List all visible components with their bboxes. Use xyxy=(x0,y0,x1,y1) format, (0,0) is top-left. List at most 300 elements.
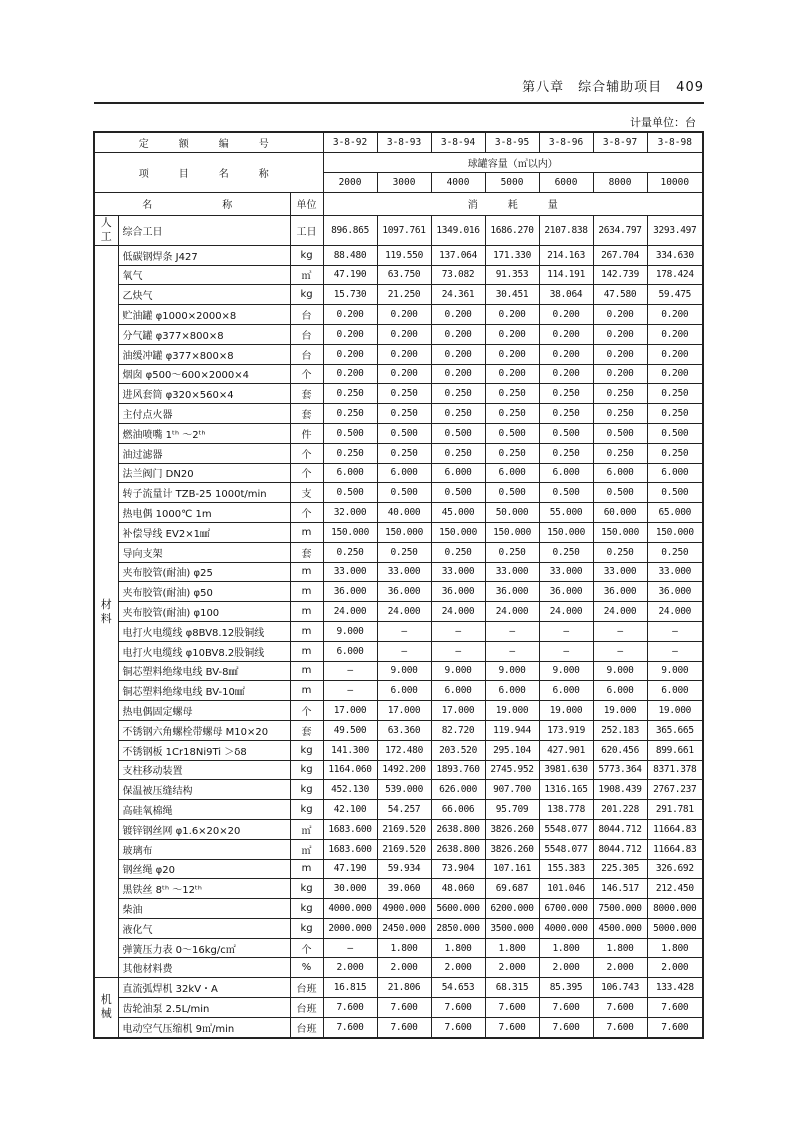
item-value: 150.000 xyxy=(431,522,485,542)
item-value: 55.000 xyxy=(539,503,593,523)
table-row xyxy=(94,899,703,919)
item-value: 68.315 xyxy=(485,978,539,998)
item-value: 0.200 xyxy=(377,324,431,344)
item-value: 626.000 xyxy=(431,780,485,800)
item-value: 7.600 xyxy=(593,998,647,1018)
item-unit: 个 xyxy=(290,463,323,483)
item-value: 539.000 xyxy=(377,780,431,800)
item-value: 1908.439 xyxy=(593,780,647,800)
item-name: 导向支架 xyxy=(118,542,290,562)
item-name: 不锈钢六角螺栓带螺母 M10×20 xyxy=(118,720,290,740)
table-row xyxy=(94,562,703,582)
table-row xyxy=(94,582,703,602)
item-name: 保温被压缝结构 xyxy=(118,780,290,800)
item-value: 0.250 xyxy=(593,443,647,463)
item-unit: 支 xyxy=(290,483,323,503)
item-value: 17.000 xyxy=(431,701,485,721)
capacity-value: 8000 xyxy=(593,172,647,192)
item-value: 1316.165 xyxy=(539,780,593,800)
item-unit: kg xyxy=(290,899,323,919)
item-value: 0.250 xyxy=(431,384,485,404)
item-value: 2767.237 xyxy=(647,780,703,800)
item-value: 95.709 xyxy=(485,800,539,820)
item-value: 19.000 xyxy=(539,701,593,721)
quota-code: 3-8-93 xyxy=(377,132,431,152)
item-value: 2634.797 xyxy=(593,215,647,245)
item-value: 0.250 xyxy=(593,542,647,562)
item-value: 82.720 xyxy=(431,720,485,740)
item-value: 24.000 xyxy=(377,602,431,622)
item-value: 36.000 xyxy=(323,582,377,602)
item-value: — xyxy=(593,621,647,641)
item-value: 54.257 xyxy=(377,800,431,820)
table-row xyxy=(94,641,703,661)
item-value: 0.500 xyxy=(539,483,593,503)
page-header xyxy=(94,68,704,104)
item-value: 0.250 xyxy=(431,542,485,562)
item-value: 40.000 xyxy=(377,503,431,523)
item-value: 7.600 xyxy=(323,998,377,1018)
quota-code-label: 定 额 编 号 xyxy=(94,132,323,152)
item-value: 0.200 xyxy=(647,344,703,364)
table-row xyxy=(94,720,703,740)
item-unit: ㎡ xyxy=(290,839,323,859)
item-value: 3826.260 xyxy=(485,839,539,859)
item-value: 36.000 xyxy=(593,582,647,602)
item-value: 1.800 xyxy=(431,938,485,958)
item-value: 7.600 xyxy=(431,998,485,1018)
item-value: 11664.83 xyxy=(647,819,703,839)
item-value: 24.361 xyxy=(431,285,485,305)
quota-code: 3-8-96 xyxy=(539,132,593,152)
item-value: 24.000 xyxy=(323,602,377,622)
table-row xyxy=(94,503,703,523)
item-value: 33.000 xyxy=(593,562,647,582)
item-value: 1349.016 xyxy=(431,215,485,245)
item-unit: kg xyxy=(290,740,323,760)
item-name: 电打火电缆线 φ10BV8.2股铜线 xyxy=(118,641,290,661)
item-value: 36.000 xyxy=(539,582,593,602)
item-name: 转子流量计 TZB-25 1000t/min xyxy=(118,483,290,503)
item-value: 137.064 xyxy=(431,245,485,265)
table-row xyxy=(94,819,703,839)
item-value: 19.000 xyxy=(593,701,647,721)
item-value: 2450.000 xyxy=(377,918,431,938)
column-header-row xyxy=(94,192,703,215)
item-value: — xyxy=(323,938,377,958)
item-value: — xyxy=(485,641,539,661)
item-value: 101.046 xyxy=(539,879,593,899)
item-value: 225.305 xyxy=(593,859,647,879)
item-value: 146.517 xyxy=(593,879,647,899)
table-row xyxy=(94,681,703,701)
item-value: — xyxy=(539,621,593,641)
item-value: 24.000 xyxy=(485,602,539,622)
item-value: 291.781 xyxy=(647,800,703,820)
item-value: 4000.000 xyxy=(323,899,377,919)
item-value: 896.865 xyxy=(323,215,377,245)
item-value: 0.500 xyxy=(593,483,647,503)
item-value: 6.000 xyxy=(431,463,485,483)
item-name: 低碳钢焊条 J427 xyxy=(118,245,290,265)
item-value: 0.200 xyxy=(377,305,431,325)
item-value: 54.653 xyxy=(431,978,485,998)
item-name: 弹簧压力表 0～16kg/c㎡ xyxy=(118,938,290,958)
table-row xyxy=(94,404,703,424)
item-value: 7.600 xyxy=(647,1017,703,1037)
item-value: 2.000 xyxy=(323,958,377,978)
item-unit: 个 xyxy=(290,938,323,958)
item-value: 60.000 xyxy=(593,503,647,523)
table-row xyxy=(94,423,703,443)
table-row xyxy=(94,483,703,503)
item-value: 24.000 xyxy=(539,602,593,622)
quota-table xyxy=(93,131,704,1039)
item-value: 0.500 xyxy=(431,423,485,443)
item-value: 3500.000 xyxy=(485,918,539,938)
item-value: 907.700 xyxy=(485,780,539,800)
item-value: 5600.000 xyxy=(431,899,485,919)
item-value: 4900.000 xyxy=(377,899,431,919)
item-value: 0.200 xyxy=(323,344,377,364)
chapter-title: 第八章 综合辅助项目 409 xyxy=(522,80,704,95)
item-value: 0.200 xyxy=(323,364,377,384)
item-value: 48.060 xyxy=(431,879,485,899)
item-value: 63.750 xyxy=(377,265,431,285)
item-value: 6.000 xyxy=(377,463,431,483)
item-value: 7.600 xyxy=(647,998,703,1018)
item-name: 黑铁丝 8ᵗʰ ～12ᵗʰ xyxy=(118,879,290,899)
item-value: 2169.520 xyxy=(377,839,431,859)
item-value: 0.200 xyxy=(431,305,485,325)
item-value: 66.006 xyxy=(431,800,485,820)
item-value: 0.200 xyxy=(593,305,647,325)
item-value: 0.200 xyxy=(485,364,539,384)
capacity-value: 5000 xyxy=(485,172,539,192)
item-unit: 台 xyxy=(290,344,323,364)
item-value: 30.000 xyxy=(323,879,377,899)
item-value: 106.743 xyxy=(593,978,647,998)
item-value: 6.000 xyxy=(593,463,647,483)
item-value: 2850.000 xyxy=(431,918,485,938)
capacity-value: 3000 xyxy=(377,172,431,192)
item-value: 33.000 xyxy=(323,562,377,582)
table-row xyxy=(94,215,703,245)
item-value: — xyxy=(539,641,593,661)
item-value: 1686.270 xyxy=(485,215,539,245)
item-value: 0.250 xyxy=(539,443,593,463)
item-value: 1.800 xyxy=(377,938,431,958)
item-unit: kg xyxy=(290,285,323,305)
item-value: 7.600 xyxy=(431,1017,485,1037)
item-unit: % xyxy=(290,958,323,978)
item-value: 0.250 xyxy=(377,443,431,463)
item-name: 其他材料费 xyxy=(118,958,290,978)
item-value: 0.200 xyxy=(485,324,539,344)
item-name-label: 项 目 名 称 xyxy=(94,152,323,192)
item-value: 69.687 xyxy=(485,879,539,899)
capacity-label: 球罐容量（㎥以内） xyxy=(323,152,703,172)
item-value: 33.000 xyxy=(377,562,431,582)
item-value: 36.000 xyxy=(647,582,703,602)
item-value: 899.661 xyxy=(647,740,703,760)
item-value: 6.000 xyxy=(485,463,539,483)
item-value: 0.500 xyxy=(485,483,539,503)
item-value: 45.000 xyxy=(431,503,485,523)
item-value: 150.000 xyxy=(377,522,431,542)
item-value: 620.456 xyxy=(593,740,647,760)
item-name: 铜芯塑料绝缘电线 BV-8㎟ xyxy=(118,661,290,681)
item-value: 8000.000 xyxy=(647,899,703,919)
item-value: 150.000 xyxy=(323,522,377,542)
table-row xyxy=(94,602,703,622)
item-value: 24.000 xyxy=(431,602,485,622)
item-value: 0.200 xyxy=(431,324,485,344)
item-value: 0.200 xyxy=(323,305,377,325)
item-unit: 件 xyxy=(290,423,323,443)
col-unit-label: 单位 xyxy=(290,192,323,215)
table-row xyxy=(94,285,703,305)
table-row xyxy=(94,522,703,542)
item-value: — xyxy=(377,621,431,641)
item-name: 分气罐 φ377×800×8 xyxy=(118,324,290,344)
item-name: 夹布胶管(耐油) φ25 xyxy=(118,562,290,582)
item-unit: 个 xyxy=(290,364,323,384)
item-value: 0.250 xyxy=(431,443,485,463)
item-value: 7.600 xyxy=(377,998,431,1018)
table-row xyxy=(94,384,703,404)
item-value: 7.600 xyxy=(323,1017,377,1037)
item-value: 5000.000 xyxy=(647,918,703,938)
table-row xyxy=(94,305,703,325)
item-value: 0.250 xyxy=(593,384,647,404)
table-row xyxy=(94,859,703,879)
table-row xyxy=(94,780,703,800)
item-name: 补偿导线 EV2×1㎟ xyxy=(118,522,290,542)
table-row xyxy=(94,938,703,958)
item-unit: 台 xyxy=(290,305,323,325)
item-value: 59.475 xyxy=(647,285,703,305)
item-name: 高硅氧棉绳 xyxy=(118,800,290,820)
item-value: 2.000 xyxy=(647,958,703,978)
item-value: 0.250 xyxy=(377,542,431,562)
category-cell xyxy=(94,978,118,1038)
table-row xyxy=(94,918,703,938)
item-unit: 套 xyxy=(290,404,323,424)
item-value: 0.500 xyxy=(377,483,431,503)
item-value: 9.000 xyxy=(539,661,593,681)
table-row xyxy=(94,463,703,483)
item-unit: kg xyxy=(290,879,323,899)
item-value: 1.800 xyxy=(593,938,647,958)
item-value: 173.919 xyxy=(539,720,593,740)
item-value: 0.250 xyxy=(323,404,377,424)
item-value: 21.250 xyxy=(377,285,431,305)
item-value: 0.500 xyxy=(593,423,647,443)
item-name: 电打火电缆线 φ8BV8.12股铜线 xyxy=(118,621,290,641)
item-name: 柴油 xyxy=(118,899,290,919)
item-value: 8044.712 xyxy=(593,819,647,839)
item-value: 0.250 xyxy=(647,542,703,562)
table-row xyxy=(94,443,703,463)
item-value: 0.250 xyxy=(539,384,593,404)
item-unit: 套 xyxy=(290,720,323,740)
item-value: 15.730 xyxy=(323,285,377,305)
item-value: 2.000 xyxy=(593,958,647,978)
item-value: 141.300 xyxy=(323,740,377,760)
item-value: 142.739 xyxy=(593,265,647,285)
item-value: 6.000 xyxy=(647,681,703,701)
item-value: 0.250 xyxy=(377,384,431,404)
item-value: 47.190 xyxy=(323,859,377,879)
table-row xyxy=(94,839,703,859)
item-value: 326.692 xyxy=(647,859,703,879)
item-value: 9.000 xyxy=(485,661,539,681)
item-value: 365.665 xyxy=(647,720,703,740)
item-value: 73.904 xyxy=(431,859,485,879)
item-value: 452.130 xyxy=(323,780,377,800)
item-value: 133.428 xyxy=(647,978,703,998)
item-unit: 个 xyxy=(290,503,323,523)
capacity-value: 4000 xyxy=(431,172,485,192)
item-value: 63.360 xyxy=(377,720,431,740)
table-row xyxy=(94,760,703,780)
item-value: 0.250 xyxy=(539,542,593,562)
item-unit: 套 xyxy=(290,542,323,562)
item-value: 59.934 xyxy=(377,859,431,879)
item-value: 85.395 xyxy=(539,978,593,998)
item-unit: 台 xyxy=(290,324,323,344)
item-unit: ㎥ xyxy=(290,265,323,285)
item-unit: kg xyxy=(290,918,323,938)
item-value: — xyxy=(431,621,485,641)
item-value: 5773.364 xyxy=(593,760,647,780)
quota-code: 3-8-95 xyxy=(485,132,539,152)
item-value: 0.250 xyxy=(377,404,431,424)
item-value: 7.600 xyxy=(593,1017,647,1037)
item-value: 6.000 xyxy=(323,641,377,661)
item-value: 9.000 xyxy=(647,661,703,681)
item-name: 进风套筒 φ320×560×4 xyxy=(118,384,290,404)
table-row xyxy=(94,621,703,641)
item-name: 综合工日 xyxy=(118,215,290,245)
col-name-label: 名 称 xyxy=(94,192,290,215)
item-unit: kg xyxy=(290,780,323,800)
category-cell xyxy=(94,215,118,245)
item-value: 65.000 xyxy=(647,503,703,523)
item-value: 4000.000 xyxy=(539,918,593,938)
item-value: 0.200 xyxy=(647,305,703,325)
item-value: 1492.200 xyxy=(377,760,431,780)
item-name: 油缓冲罐 φ377×800×8 xyxy=(118,344,290,364)
table-row xyxy=(94,1017,703,1037)
item-unit: m xyxy=(290,681,323,701)
item-value: 6.000 xyxy=(593,681,647,701)
item-value: 2638.800 xyxy=(431,839,485,859)
item-value: 0.200 xyxy=(539,324,593,344)
item-value: 0.200 xyxy=(647,324,703,344)
item-value: 11664.83 xyxy=(647,839,703,859)
item-value: 119.550 xyxy=(377,245,431,265)
item-unit: 台班 xyxy=(290,998,323,1018)
item-name: 夹布胶管(耐油) φ100 xyxy=(118,602,290,622)
item-value: 0.500 xyxy=(647,423,703,443)
item-value: — xyxy=(647,641,703,661)
item-value: 0.500 xyxy=(485,423,539,443)
item-unit: kg xyxy=(290,245,323,265)
item-value: 0.250 xyxy=(323,542,377,562)
table-row xyxy=(94,701,703,721)
item-value: 0.200 xyxy=(593,344,647,364)
item-value: 2.000 xyxy=(539,958,593,978)
item-value: 91.353 xyxy=(485,265,539,285)
category-label: 材料 xyxy=(100,597,112,625)
item-value: 39.060 xyxy=(377,879,431,899)
item-value: 0.200 xyxy=(485,305,539,325)
item-value: — xyxy=(323,681,377,701)
item-value: 0.250 xyxy=(647,443,703,463)
item-value: 155.383 xyxy=(539,859,593,879)
item-value: 0.250 xyxy=(323,443,377,463)
table-row xyxy=(94,344,703,364)
item-value: 32.000 xyxy=(323,503,377,523)
item-value: 5548.077 xyxy=(539,839,593,859)
item-value: — xyxy=(431,641,485,661)
item-value: 267.704 xyxy=(593,245,647,265)
item-value: — xyxy=(377,641,431,661)
item-name: 铜芯塑料绝缘电线 BV-10㎟ xyxy=(118,681,290,701)
item-value: 0.250 xyxy=(485,384,539,404)
category-label: 人工 xyxy=(100,216,112,244)
table-row xyxy=(94,265,703,285)
item-unit: 台班 xyxy=(290,978,323,998)
quota-code: 3-8-92 xyxy=(323,132,377,152)
item-name: 齿轮油泵 2.5L/min xyxy=(118,998,290,1018)
item-value: 150.000 xyxy=(593,522,647,542)
item-value: 33.000 xyxy=(647,562,703,582)
table-row xyxy=(94,998,703,1018)
item-value: 0.250 xyxy=(647,384,703,404)
item-value: 0.200 xyxy=(539,344,593,364)
item-value: 0.200 xyxy=(431,344,485,364)
item-value: 0.500 xyxy=(323,483,377,503)
item-value: 0.200 xyxy=(539,305,593,325)
item-value: 0.200 xyxy=(647,364,703,384)
item-name: 烟囱 φ500～600×2000×4 xyxy=(118,364,290,384)
item-value: 7.600 xyxy=(377,1017,431,1037)
item-value: 2745.952 xyxy=(485,760,539,780)
item-value: 1.800 xyxy=(539,938,593,958)
item-value: 203.520 xyxy=(431,740,485,760)
capacity-value: 10000 xyxy=(647,172,703,192)
item-value: 2000.000 xyxy=(323,918,377,938)
item-value: 36.000 xyxy=(485,582,539,602)
quota-code-row xyxy=(94,132,703,152)
item-value: 73.082 xyxy=(431,265,485,285)
item-value: 1683.600 xyxy=(323,819,377,839)
item-name: 电动空气压缩机 9㎥/min xyxy=(118,1017,290,1037)
item-value: 0.250 xyxy=(485,542,539,562)
item-value: 16.815 xyxy=(323,978,377,998)
item-value: 42.100 xyxy=(323,800,377,820)
item-value: 17.000 xyxy=(323,701,377,721)
item-value: 6.000 xyxy=(377,681,431,701)
item-value: 6.000 xyxy=(431,681,485,701)
item-unit: m xyxy=(290,582,323,602)
item-value: 0.200 xyxy=(485,344,539,364)
item-value: 3826.260 xyxy=(485,819,539,839)
item-value: 0.200 xyxy=(593,324,647,344)
